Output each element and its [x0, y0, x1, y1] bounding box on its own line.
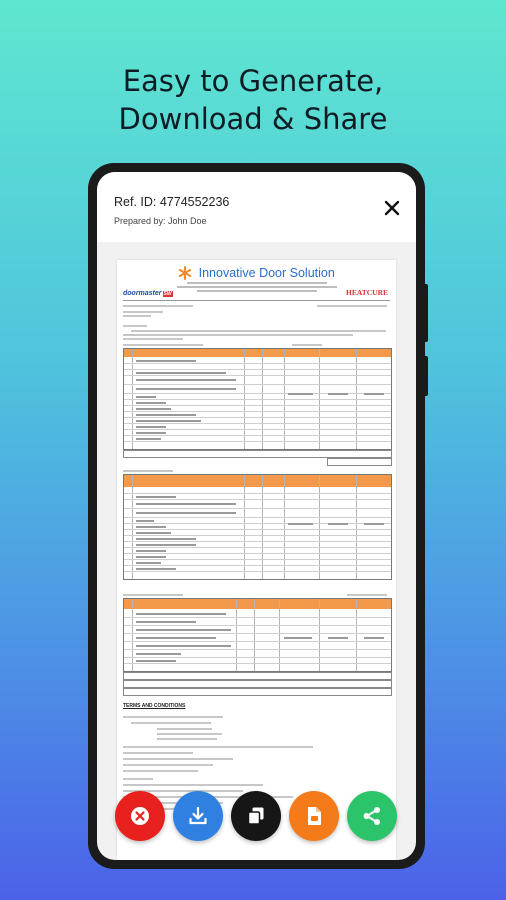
- table-cell-text: [288, 393, 313, 395]
- table-total-row: [123, 450, 392, 458]
- document-brand: [117, 264, 396, 282]
- table-row: [124, 541, 391, 542]
- table-row: [124, 547, 391, 548]
- table-row: [124, 523, 391, 524]
- table-cell-text: [136, 613, 226, 615]
- table-cell-text: [328, 637, 348, 639]
- table-row: [124, 508, 391, 509]
- table-column-line: [132, 599, 133, 671]
- text-line: [123, 752, 193, 754]
- snowflake-logo-icon: [178, 266, 192, 280]
- table-row: [124, 625, 391, 626]
- table-cell-text: [136, 556, 166, 558]
- table-total-row: [123, 672, 392, 680]
- text-line: [123, 716, 223, 718]
- table-row: [124, 393, 391, 394]
- document-brand-name: Innovative Door Solution: [198, 265, 335, 280]
- table-cell-text: [136, 526, 166, 528]
- ref-id: Ref. ID: 4774552236: [114, 195, 230, 209]
- headline-line-1: Easy to Generate,: [122, 64, 384, 98]
- text-line: [123, 311, 163, 313]
- address-line: [187, 282, 327, 284]
- quotation-table: [123, 598, 392, 672]
- table-row: [124, 535, 391, 536]
- table-row: [124, 565, 391, 566]
- table-row: [124, 633, 391, 634]
- table-row: [124, 399, 391, 400]
- table-cell-text: [136, 438, 161, 440]
- text-line: [123, 334, 353, 336]
- table-total-row: [327, 458, 392, 466]
- table-total-row: [123, 680, 392, 688]
- table-cell-text: [136, 512, 236, 514]
- table-column-line: [356, 475, 357, 579]
- table-column-line: [244, 475, 245, 579]
- table-cell-text: [136, 562, 161, 564]
- quotation-document-preview[interactable]: [117, 260, 396, 860]
- download-button[interactable]: [173, 791, 223, 841]
- phone-side-button: [423, 284, 428, 342]
- table-row: [124, 493, 391, 494]
- prepared-by: Prepared by: John Doe: [114, 216, 207, 226]
- table-cell-text: [136, 550, 166, 552]
- table-row: [124, 429, 391, 430]
- text-line: [157, 738, 217, 740]
- table-row: [124, 663, 391, 664]
- text-line: [123, 315, 151, 317]
- text-line: [157, 733, 222, 735]
- table-cell-text: [364, 393, 384, 395]
- pdf-button[interactable]: [289, 791, 339, 841]
- share-button[interactable]: [347, 791, 397, 841]
- table-cell-text: [136, 568, 176, 570]
- quotation-table: [123, 348, 392, 450]
- table-row: [124, 435, 391, 436]
- table-row: [124, 641, 391, 642]
- table-row: [124, 375, 391, 376]
- text-line: [123, 325, 147, 327]
- table-row: [124, 441, 391, 442]
- table-cell-text: [136, 408, 171, 410]
- text-line: [123, 770, 198, 772]
- table-total-row: [123, 688, 392, 696]
- text-line: [123, 746, 313, 748]
- table-column-line: [279, 599, 280, 671]
- table-header: [124, 349, 391, 357]
- table-cell-text: [136, 520, 154, 522]
- table-cell-text: [136, 653, 181, 655]
- table-cell-text: [136, 645, 231, 647]
- table-row: [124, 423, 391, 424]
- table-column-line: [236, 599, 237, 671]
- text-line: [123, 338, 183, 340]
- table-row: [124, 369, 391, 370]
- table-row: [124, 411, 391, 412]
- text-line: [131, 330, 386, 332]
- heatcure-logo: HEATCURE: [346, 288, 388, 297]
- table-caption: [347, 594, 387, 596]
- download-icon: [186, 804, 210, 828]
- text-line: [157, 728, 212, 730]
- close-circle-icon: [128, 804, 152, 828]
- table-row: [124, 553, 391, 554]
- text-line: [123, 764, 213, 766]
- table-row: [124, 499, 391, 500]
- table-cell-text: [284, 637, 312, 639]
- table-header: [124, 599, 391, 609]
- close-icon[interactable]: [384, 200, 400, 216]
- table-row: [124, 649, 391, 650]
- text-line: [123, 784, 263, 786]
- table-row: [124, 529, 391, 530]
- header-bar: [97, 172, 416, 242]
- table-cell-text: [136, 432, 166, 434]
- table-row: [124, 363, 391, 364]
- table-row: [124, 559, 391, 560]
- table-cell-text: [136, 637, 216, 639]
- table-cell-text: [136, 360, 196, 362]
- address-line: [197, 290, 317, 292]
- table-cell-text: [136, 388, 236, 390]
- headline: [0, 62, 506, 138]
- table-cell-text: [136, 426, 166, 428]
- table-cell-text: [136, 621, 196, 623]
- table-cell-text: [136, 544, 196, 546]
- table-caption: [123, 344, 203, 346]
- table-cell-text: [136, 402, 166, 404]
- table-column-line: [356, 599, 357, 671]
- table-cell-text: [328, 523, 348, 525]
- table-caption: [123, 470, 173, 472]
- table-row: [124, 517, 391, 518]
- table-column-line: [262, 475, 263, 579]
- pdf-file-icon: [302, 804, 326, 828]
- doormaster-logo: doormaster SW: [123, 290, 172, 297]
- text-line: [317, 305, 387, 307]
- table-cell-text: [136, 503, 236, 505]
- table-cell-text: [136, 660, 176, 662]
- share-icon: [360, 804, 384, 828]
- copy-icon: [244, 804, 268, 828]
- table-caption: [292, 344, 322, 346]
- table-cell-text: [136, 629, 231, 631]
- table-column-line: [319, 475, 320, 579]
- phone-side-button: [423, 356, 428, 396]
- table-row: [124, 571, 391, 572]
- table-cell-text: [364, 637, 384, 639]
- text-line: [123, 305, 193, 307]
- table-cell-text: [136, 532, 171, 534]
- document-divider: [123, 300, 390, 301]
- headline-line-2: Download & Share: [118, 102, 388, 136]
- terms-heading: TERMS AND CONDITIONS: [123, 703, 186, 709]
- table-cell-text: [136, 496, 176, 498]
- table-column-line: [319, 599, 320, 671]
- table-cell-text: [136, 420, 201, 422]
- text-line: [131, 722, 211, 724]
- text-line: [123, 778, 153, 780]
- table-cell-text: [136, 538, 196, 540]
- table-row: [124, 417, 391, 418]
- table-row: [124, 617, 391, 618]
- table-row: [124, 405, 391, 406]
- table-column-line: [132, 475, 133, 579]
- table-cell-text: [136, 379, 236, 381]
- table-cell-text: [288, 523, 313, 525]
- table-cell-text: [364, 523, 384, 525]
- text-line: [123, 758, 233, 760]
- table-header: [124, 475, 391, 487]
- address-line: [177, 286, 337, 288]
- table-column-line: [284, 475, 285, 579]
- table-cell-text: [136, 396, 156, 398]
- delete-button[interactable]: [115, 791, 165, 841]
- table-row: [124, 384, 391, 385]
- table-cell-text: [136, 372, 226, 374]
- table-cell-text: [136, 414, 196, 416]
- app-screen: [97, 172, 416, 860]
- table-column-line: [254, 599, 255, 671]
- quotation-table: [123, 474, 392, 580]
- table-row: [124, 657, 391, 658]
- table-cell-text: [328, 393, 348, 395]
- table-caption: [123, 594, 183, 596]
- copy-button[interactable]: [231, 791, 281, 841]
